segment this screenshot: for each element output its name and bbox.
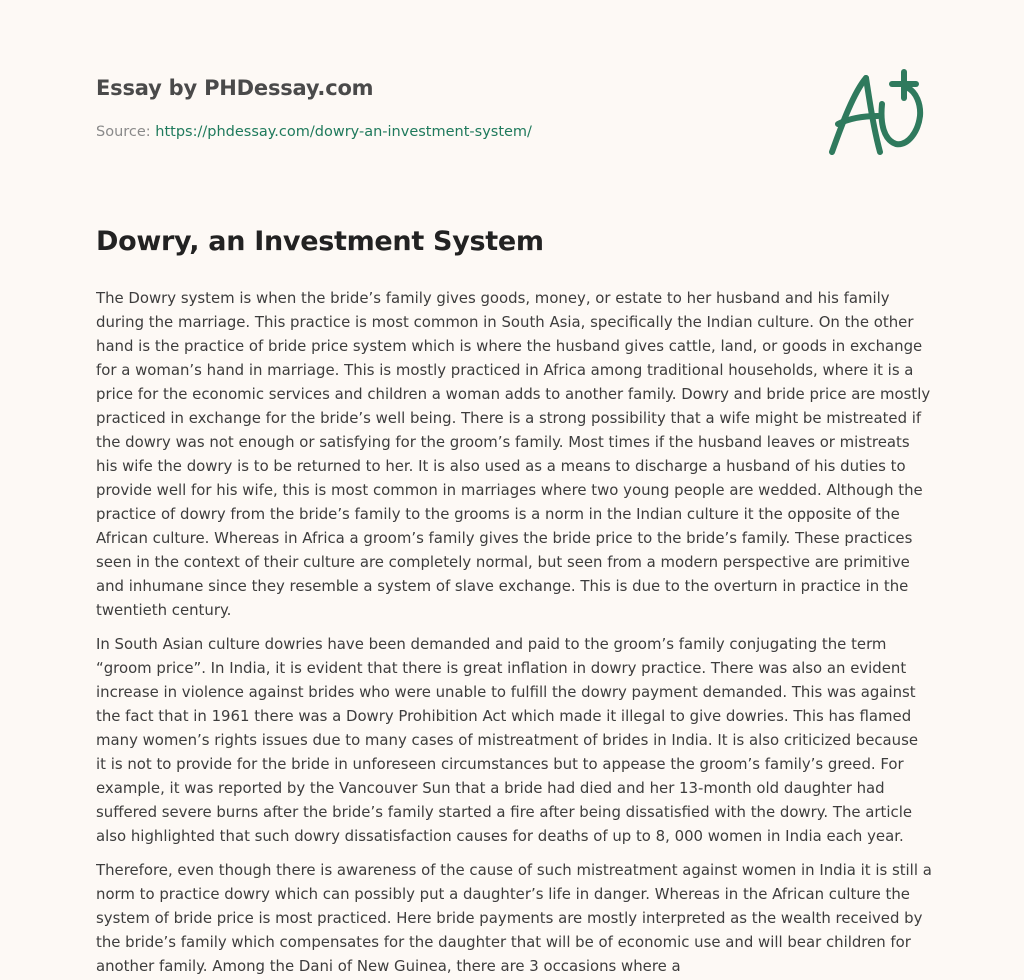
essay-paragraph: In South Asian culture dowries have been demanded and paid to the groom’s family conjugating the term “groom price”. In India, it is evident that there is great inflation in dowry practice. There was also an evident increase in violence against brides who were unable to fulfill the dowry payment demanded. This was against the fact that in 1961 there was a Dowry Prohibition Act which made it illegal to give dowries. This has flamed many women’s rights issues due to many cases of mistreatment of brides in India. It is also criticized because it is not to provide for the bride in unforeseen circumstances but to appease the groom’s family’s greed. For example, it was reported by the Vancouver Sun that a bride had died and her 13-month old daughter had suffered severe burns after the bride’s family started a fire after being dissatisfied with the dowry. The article also highlighted that such dowry dissatisfaction causes for deaths of up to 8, 000 women in India each year.: [96, 635, 919, 845]
essay-paragraph: Therefore, even though there is awareness of the cause of such mistreatment against women in India it is still a norm to practice dowry which can possibly put a daughter’s life in danger. Whereas in the African culture the system of bride price is most practiced. Here bride payments are mostly interpreted as the wealth received by the bride’s family which compensates for the daughter that will be of economic use and will bear children for another family. Among the Dani of New Guinea, there are 3 occasions where a: [96, 861, 932, 975]
site-brand: Essay by PHDessay.com: [96, 76, 374, 100]
essay-header: [96, 74, 928, 184]
source-link[interactable]: https://phdessay.com/dowry-an-investment-system/: [155, 124, 532, 140]
a-plus-grade-icon: [824, 68, 928, 164]
essay-title: Dowry, an Investment System: [96, 226, 544, 257]
essay-paragraph: The Dowry system is when the bride’s family gives goods, money, or estate to her husband and his family during the marriage. This practice is most common in South Asia, specifically the Indian culture. On the other hand is the practice of bride price system which is where the husband gives cattle, land, or goods in exchange for a woman’s hand in marriage. This is mostly practiced in Africa among traditional households, where it is a price for the economic services and children a woman adds to another family. Dowry and bride price are mostly practiced in exchange for the bride’s well being. There is a strong possibility that a wife might be mistreated if the dowry was not enough or satisfying for the groom’s family. Most times if the husband leaves or mistreats his wife the dowry is to be returned to her. It is also used as a means to discharge a husband of his duties to provide well for his wife, this is most common in marriages where two young people are wedded. Although the practice of dowry from the bride’s family to the grooms is a norm in the Indian culture it the opposite of the African culture. Whereas in Africa a groom’s family gives the bride price to the bride’s family. These practices seen in the context of their culture are completely normal, but seen from a modern perspective are primitive and inhumane since they resemble a system of slave exchange. This is due to the overturn in practice in the twentieth century.: [96, 289, 931, 619]
source-label: Source:: [96, 124, 151, 140]
source-line: [96, 124, 532, 140]
essay-body: [96, 286, 932, 980]
